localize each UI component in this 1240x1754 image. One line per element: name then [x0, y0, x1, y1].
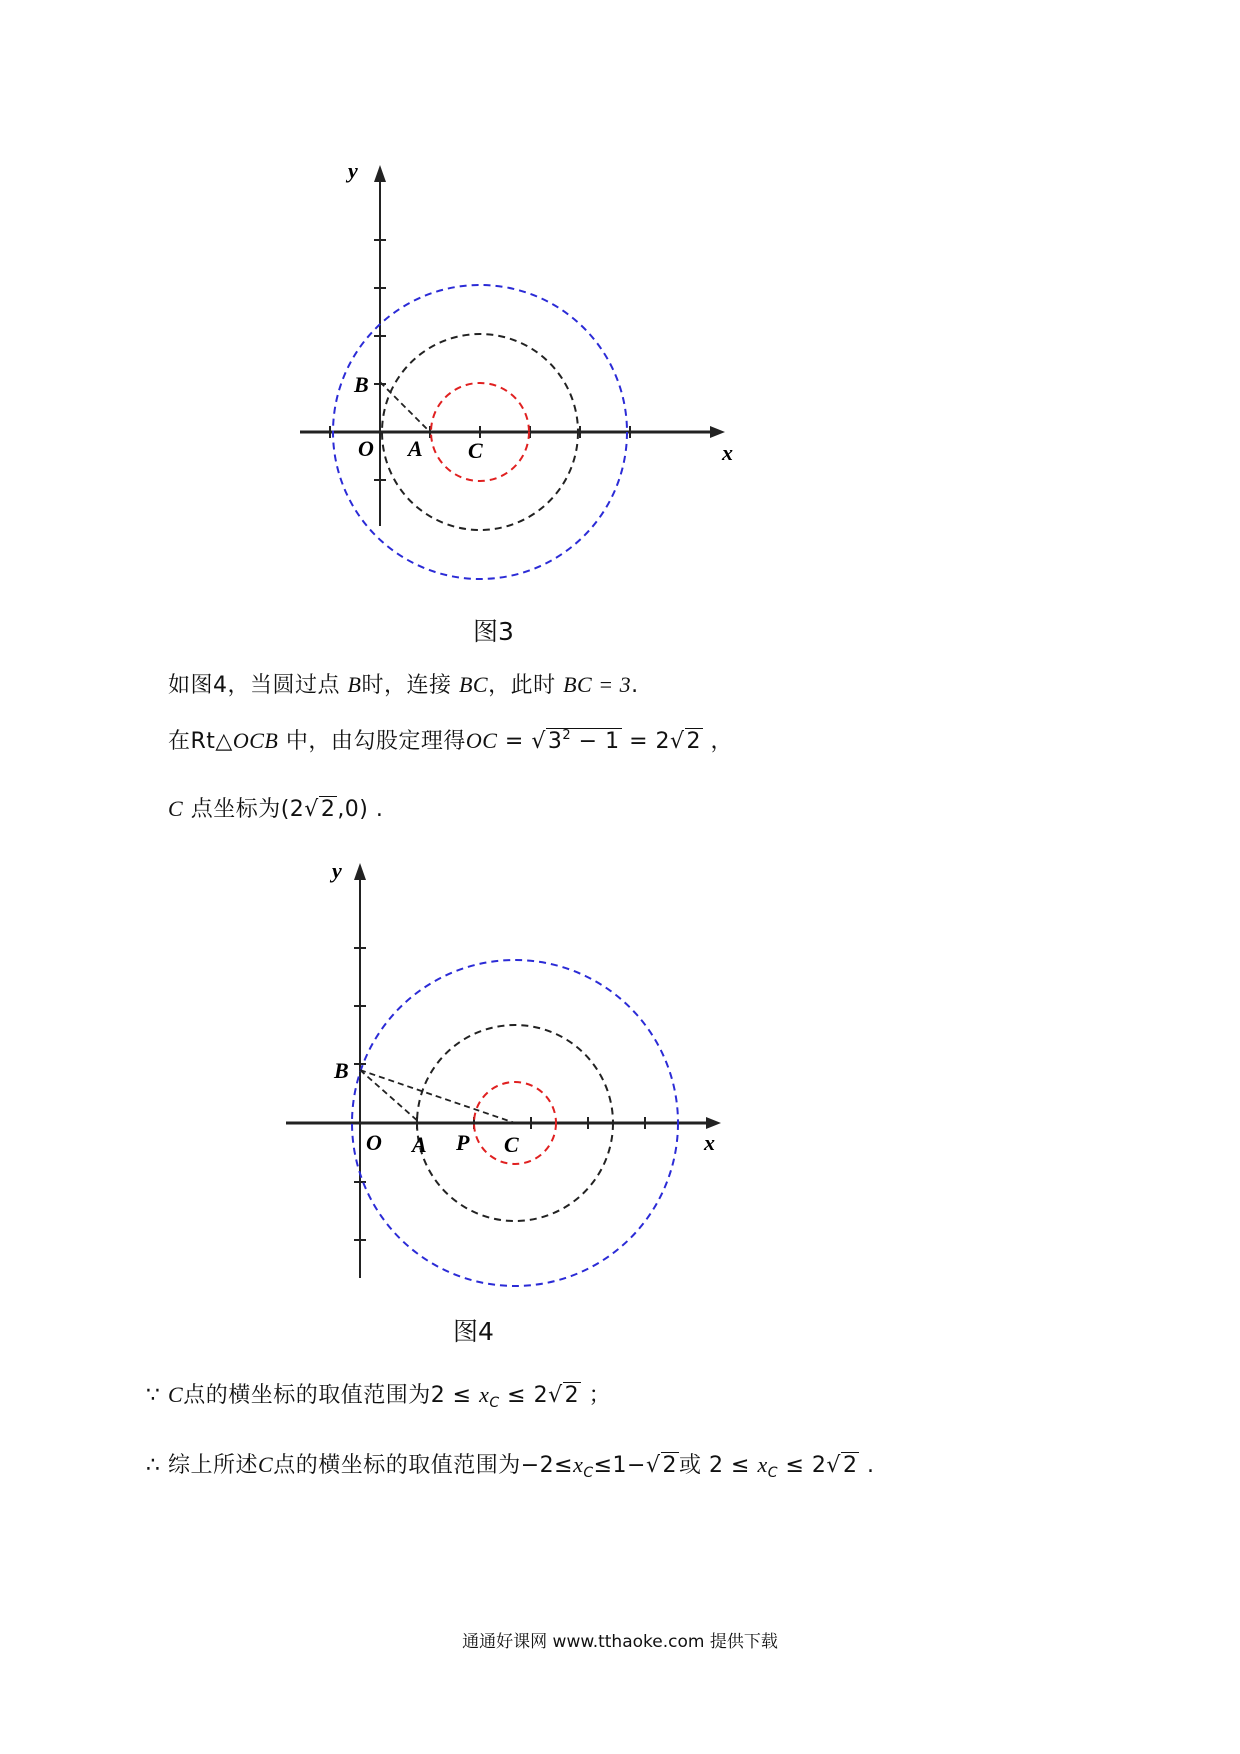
text-line-2: 在Rt△OCB 中，由勾股定理得OC = $√3^2 - 1 = 2√2$ ，	[168, 728, 734, 754]
label-b: B	[354, 372, 369, 397]
label-y: y	[332, 858, 342, 883]
text-line-4: ∵ C点的横坐标的取值范围为$2 \le x_C \le 2√2$ ；	[146, 1382, 612, 1411]
figure-3-diagram	[290, 160, 750, 600]
label-o: O	[358, 436, 374, 461]
x-axis-arrow	[706, 1117, 721, 1129]
label-y: y	[348, 160, 358, 183]
figure-3-caption: 图3	[473, 617, 514, 646]
text-line-3: C 点坐标为(2√2,0) .	[168, 796, 384, 822]
segment-bc	[360, 1070, 515, 1123]
y-axis-arrow	[354, 863, 366, 880]
segment-ab	[380, 382, 430, 432]
figure-4-diagram	[276, 858, 736, 1298]
x-axis-arrow	[710, 426, 725, 438]
segment-ba	[360, 1070, 420, 1123]
text-line-5: ∴ 综上所述C点的横坐标的取值范围为$-2\le x_C\le 1-√2$或 $2 \le x_C \le 2√2$ .	[146, 1452, 875, 1481]
label-a: A	[412, 1132, 427, 1157]
page-footer: 通通好课网 www.tthaoke.com 提供下载	[462, 1632, 778, 1652]
figure-4-caption: 图4	[453, 1317, 494, 1346]
label-p: P	[456, 1130, 470, 1155]
label-o: O	[366, 1130, 382, 1155]
text-line-1: 如图4，当圆过点 B时，连接 BC，此时 BC = 3.	[168, 672, 639, 698]
label-c: C	[504, 1132, 519, 1157]
label-a: A	[408, 436, 423, 461]
label-c: C	[468, 438, 483, 463]
y-axis-arrow	[374, 165, 386, 182]
label-x: x	[704, 1130, 715, 1155]
label-x: x	[722, 440, 733, 465]
label-b: B	[334, 1058, 349, 1083]
